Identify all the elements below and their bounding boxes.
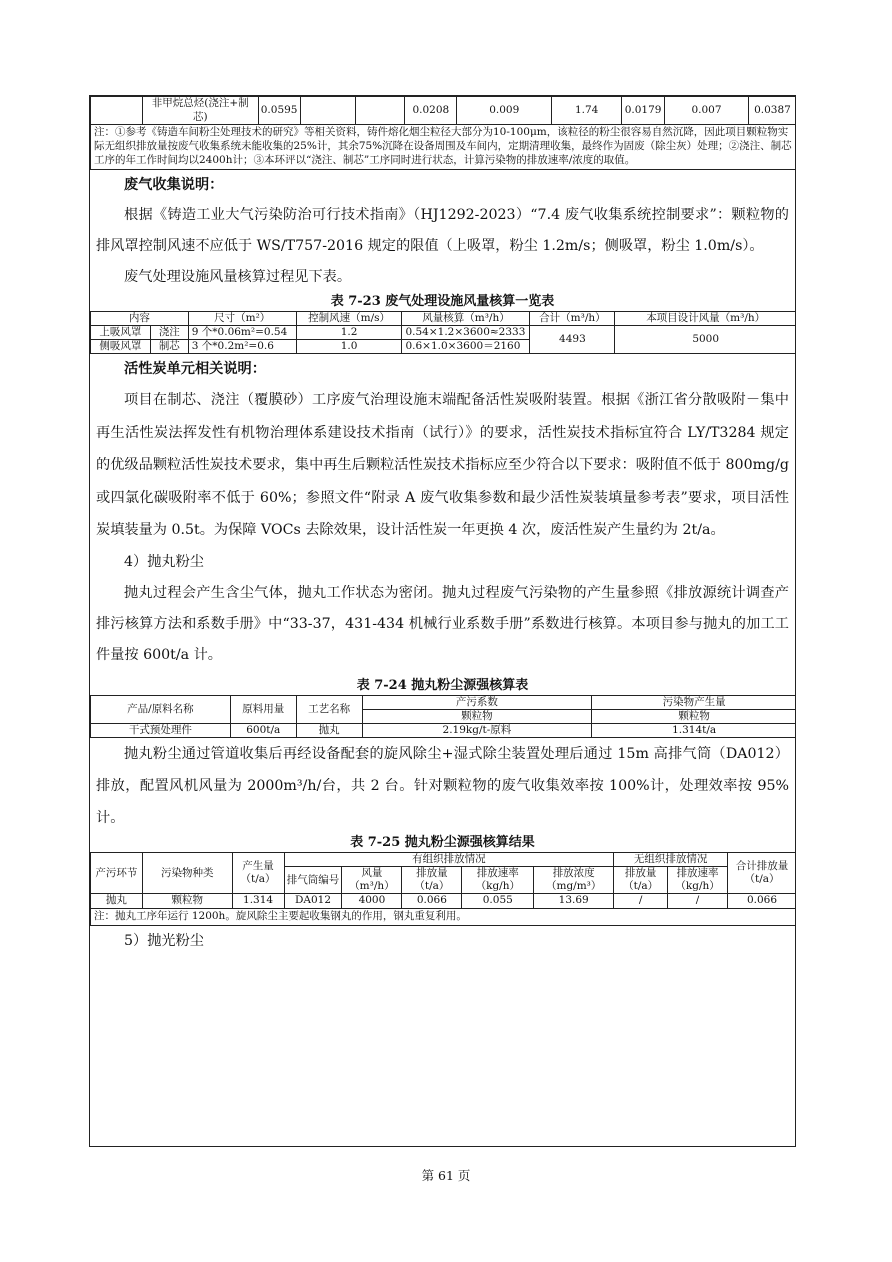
table-header: 控制风速（m/s） bbox=[296, 311, 402, 325]
table-cell: 0.0595 bbox=[258, 97, 300, 125]
table-cell: 1.314 bbox=[232, 894, 284, 908]
table-caption: 表 7-24 抛丸粉尘源强核算表 bbox=[356, 677, 529, 693]
section-heading: 4）抛丸粉尘 bbox=[124, 553, 204, 570]
shot-blast-source-table bbox=[90, 695, 796, 738]
table-cell: / bbox=[614, 894, 668, 908]
table-header: 产品/原料名称 bbox=[91, 695, 231, 723]
paragraph: 抛丸过程会产生含尘气体，抛丸工作状态为密闭。抛丸过程废气污染物的产生量参照《排放源统计调查产排污核算方法和系数手册》中“33-37，431-434 机械行业系数手册”系数进行核算。本项目参与抛丸的加工工件量按 600t/a 计。 bbox=[96, 584, 789, 663]
table-cell: / bbox=[668, 894, 728, 908]
table-cell: 0.007 bbox=[665, 97, 749, 125]
section-heading: 5）抛光粉尘 bbox=[124, 932, 204, 949]
table-caption: 表 7-25 抛丸粉尘源强核算结果 bbox=[350, 835, 535, 851]
table-cell: 4000 bbox=[342, 894, 402, 908]
section-heading: 活性炭单元相关说明： bbox=[124, 361, 266, 378]
table-cell: 4493 bbox=[530, 325, 615, 353]
emission-table-continued bbox=[90, 96, 796, 170]
table-header: 风量（m³/h） bbox=[342, 867, 402, 894]
table-header: 排放量（t/a） bbox=[614, 867, 668, 894]
table-header: 排放浓度（mg/m³） bbox=[534, 867, 614, 894]
table-cell: 3 个*0.2m²=0.6 bbox=[188, 340, 296, 354]
table-cell: 0.0208 bbox=[405, 97, 457, 125]
page-number: 第 61 页 bbox=[421, 1168, 471, 1183]
table-cell: 上吸风罩 bbox=[91, 325, 151, 339]
table-header: 排放速率（kg/h） bbox=[668, 867, 728, 894]
table-header: 内容 bbox=[91, 311, 189, 325]
table-cell: 0.055 bbox=[462, 894, 534, 908]
page-content-frame bbox=[89, 95, 796, 1147]
table-cell: 1.314t/a bbox=[592, 723, 796, 737]
table-cell: 0.6×1.0×3600＝2160 bbox=[402, 340, 530, 354]
paragraph: 项目在制芯、浇注（覆膜砂）工序废气治理设施末端配备活性炭吸附装置。根据《浙江省分散吸附－集中再生活性炭法挥发性有机物治理体系建设技术指南（试行）》的要求，活性炭技术指标宜符合 LY/T3284 规定的优级品颗粒活性炭技术要求，集中再生后颗粒活性炭技术指标应至少符合以下要求：吸附值不低于 800mg/g 或四氯化碳吸附率不低于 60%；参照文件“附录 A 废气收集参数和最少活性炭装填量参考表”要求，项目活性炭填装量为 0.5t。为保障 VOCs 去除效果，设计活性炭一年更换 4 次，废活性炭产生量约为 2t/a。 bbox=[96, 392, 789, 539]
table-cell: 干式预处理件 bbox=[91, 723, 231, 737]
table-cell: 1.2 bbox=[296, 325, 402, 339]
table-header: 排气筒编号 bbox=[284, 867, 342, 894]
table-cell: 侧吸风罩 bbox=[91, 340, 151, 354]
table-row bbox=[91, 723, 797, 737]
table-row bbox=[91, 325, 797, 339]
table-cell: 0.54×1.2×3600≈2333 bbox=[402, 325, 530, 339]
table-cell: 600t/a bbox=[230, 723, 296, 737]
table-header: 排放速率（kg/h） bbox=[462, 867, 534, 894]
table-cell: 非甲烷总烃(浇注+制芯) bbox=[142, 97, 258, 125]
table-cell: 抛丸 bbox=[296, 723, 362, 737]
table-header: 有组织排放情况 bbox=[284, 853, 614, 867]
table-header: 工艺名称 bbox=[296, 695, 362, 723]
table-header: 污染物产生量 bbox=[592, 695, 796, 709]
table-header-row bbox=[91, 695, 797, 709]
table-cell: 1.74 bbox=[552, 97, 622, 125]
table-cell: 制芯 bbox=[150, 340, 188, 354]
paragraph: 根据《铸造工业大气污染防治可行技术指南》（HJ1292-2023）“7.4 废气收集系统控制要求”：颗粒物的排风罩控制风速不应低于 WS/T757-2016 规定的限值（上吸罩，粉尘 1.2m/s；侧吸罩，粉尘 1.0m/s）。 bbox=[96, 206, 789, 254]
table-note: 注：抛丸工序年运行 1200h。旋风除尘主要起收集钢丸的作用，钢丸重复利用。 bbox=[91, 908, 797, 925]
table-row bbox=[91, 894, 797, 908]
table-header: 原料用量 bbox=[230, 695, 296, 723]
table-header: 尺寸（m²） bbox=[188, 311, 296, 325]
table-header-row bbox=[91, 853, 797, 867]
table-row bbox=[91, 97, 797, 125]
table-cell: 0.009 bbox=[457, 97, 552, 125]
table-cell bbox=[355, 97, 405, 125]
table-cell: 5000 bbox=[615, 325, 796, 353]
table-cell: 0.066 bbox=[728, 894, 796, 908]
table-header: 产生量（t/a） bbox=[232, 853, 284, 894]
paragraph: 抛丸粉尘通过管道收集后再经设备配套的旋风除尘+湿式除尘装置处理后通过 15m 高排气筒（DA012）排放，配置风机风量为 2000m³/h/台，共 2 台。针对颗粒物的废气收集效率按 100%计，处理效率按 95%计。 bbox=[96, 746, 789, 827]
table-cell: DA012 bbox=[284, 894, 342, 908]
table-cell: 0.066 bbox=[402, 894, 462, 908]
table-header: 无组织排放情况 bbox=[614, 853, 728, 867]
table-caption: 表 7-23 废气处理设施风量核算一览表 bbox=[330, 293, 555, 309]
paragraph: 废气处理设施风量核算过程见下表。 bbox=[124, 268, 352, 285]
table-header: 本项目设计风量（m³/h） bbox=[615, 311, 796, 325]
table-cell: 2.19kg/t-原料 bbox=[362, 723, 592, 737]
table-cell: 13.69 bbox=[534, 894, 614, 908]
table-cell: 颗粒物 bbox=[142, 894, 232, 908]
table-header: 合计排放量（t/a） bbox=[728, 853, 796, 894]
table-header: 颗粒物 bbox=[362, 709, 592, 723]
table-cell: 9 个*0.06m²=0.54 bbox=[188, 325, 296, 339]
table-cell: 0.0387 bbox=[748, 97, 796, 125]
shot-blast-result-table bbox=[90, 852, 796, 925]
table-header: 排放量（t/a） bbox=[402, 867, 462, 894]
section-heading: 废气收集说明： bbox=[124, 176, 224, 193]
table-cell: 0.0179 bbox=[622, 97, 665, 125]
table-header: 产污环节 bbox=[91, 853, 143, 894]
table-cell: 1.0 bbox=[296, 340, 402, 354]
table-header: 合计（m³/h） bbox=[530, 311, 615, 325]
table-note-row bbox=[91, 908, 797, 925]
table-cell: 抛丸 bbox=[91, 894, 143, 908]
airflow-table bbox=[90, 311, 796, 354]
table-header: 污染物种类 bbox=[142, 853, 232, 894]
table-header: 产污系数 bbox=[362, 695, 592, 709]
table-cell bbox=[300, 97, 355, 125]
table-cell bbox=[91, 97, 143, 125]
table-cell: 浇注 bbox=[150, 325, 188, 339]
table-note: 注：①参考《铸造车间粉尘处理技术的研究》等相关资料，铸件熔化烟尘粒径大部分为10-100μm，该粒径的粉尘很容易自然沉降，因此项目颗粒物实际无组织排放量按废气收集系统未能收集的25%计，其余75%沉降在设备周围及车间内，定期清理收集，最终作为固废（除尘灰）处理；②浇注、制芯工序的年工作时间均以2400h计；③本环评以“浇注、制芯”工序同时进行状态，计算污染物的排放速率/浓度的取值。 bbox=[91, 125, 797, 170]
table-header: 风量核算（m³/h） bbox=[402, 311, 530, 325]
table-note-row bbox=[91, 125, 797, 170]
table-header: 颗粒物 bbox=[592, 709, 796, 723]
table-header-row bbox=[91, 311, 797, 325]
